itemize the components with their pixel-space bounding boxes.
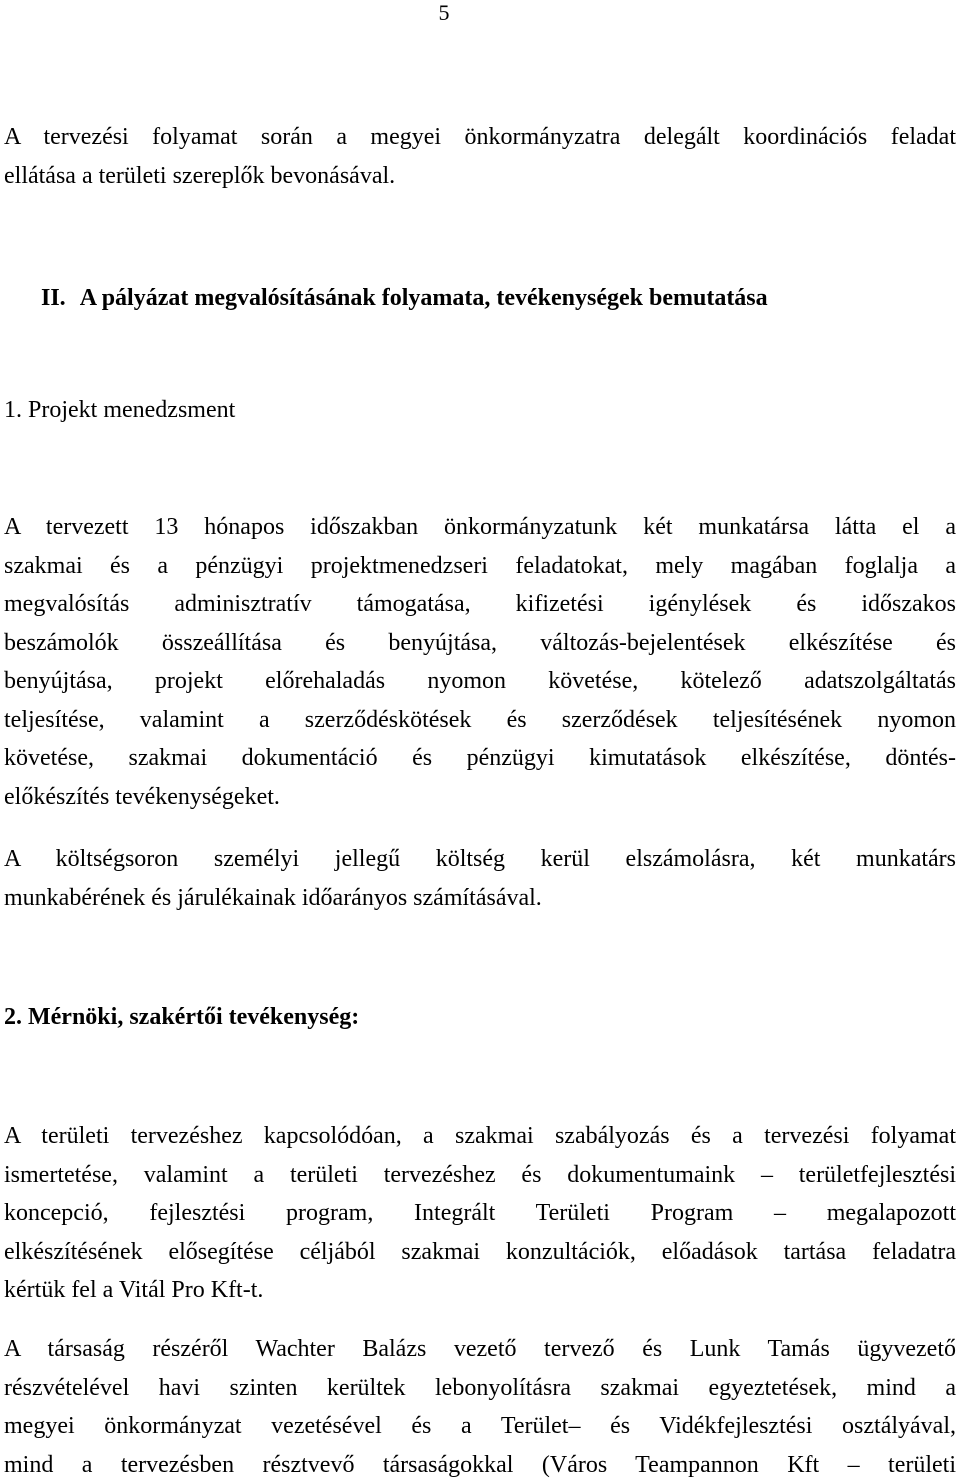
text-line: részvételével havi szinten kerültek lebonyolításra szakmai egyeztetések, mind a [4, 1369, 956, 1408]
text-line: A társaság részéről Wachter Balázs vezető tervező és Lunk Tamás ügyvezető [4, 1330, 956, 1369]
intro-paragraph [4, 118, 956, 195]
text-line: ismertetése, valamint a területi tervezéshez és dokumentumaink – területfejlesztési [4, 1156, 956, 1195]
subsection2-paragraph2 [4, 1330, 956, 1484]
text-line: koncepció, fejlesztési program, Integrált Területi Program – megalapozott [4, 1194, 956, 1233]
text-line: megvalósítás adminisztratív támogatása, kifizetési igénylések és időszakos [4, 585, 956, 624]
text-line: munkabérének és járulékainak időarányos számításával. [4, 879, 956, 918]
text-line: benyújtása, projekt előrehaladás nyomon követése, kötelező adatszolgáltatás [4, 662, 956, 701]
text-line: ellátása a területi szereplők bevonásával. [4, 157, 956, 196]
section-heading [41, 283, 768, 313]
text-line: A tervezett 13 hónapos időszakban önkormányzatunk két munkatársa látta el a [4, 508, 956, 547]
text-line: előkészítés tevékenységeket. [4, 778, 956, 817]
text-line: beszámolók összeállítása és benyújtása, változás-bejelentések elkészítése és [4, 624, 956, 663]
text-line: megyei önkormányzat vezetésével és a Terület– és Vidékfejlesztési osztályával, [4, 1407, 956, 1446]
section-number: II. [41, 285, 66, 311]
text-line: szakmai és a pénzügyi projektmenedzseri feladatokat, mely magában foglalja a [4, 547, 956, 586]
text-line: A költségsoron személyi jellegű költség kerül elszámolásra, két munkatárs [4, 840, 956, 879]
subsection-heading: 2. Mérnöki, szakértői tevékenység: [4, 1002, 359, 1032]
text-line: követése, szakmai dokumentáció és pénzügyi kimutatások elkészítése, döntés- [4, 739, 956, 778]
subsection2-paragraph1 [4, 1117, 956, 1310]
section-title: A pályázat megvalósításának folyamata, tevékenységek bemutatása [80, 285, 768, 311]
text-line: elkészítésének elősegítése céljából szakmai konzultációk, előadások tartása feladatra [4, 1233, 956, 1272]
text-line: A tervezési folyamat során a megyei önkormányzatra delegált koordinációs feladat [4, 118, 956, 157]
page-number: 5 [0, 0, 888, 26]
text-line: teljesítése, valamint a szerződéskötések és szerződések teljesítésének nyomon [4, 701, 956, 740]
text-line: A területi tervezéshez kapcsolódóan, a szakmai szabályozás és a tervezési folyamat [4, 1117, 956, 1156]
text-line: mind a tervezésben résztvevő társaságokkal (Város Teampannon Kft – területi [4, 1446, 956, 1484]
subsection1-paragraph1 [4, 508, 956, 816]
subsection1-paragraph2 [4, 840, 956, 917]
subsection-heading: 1. Projekt menedzsment [4, 395, 235, 425]
text-line: kértük fel a Vitál Pro Kft-t. [4, 1271, 956, 1310]
